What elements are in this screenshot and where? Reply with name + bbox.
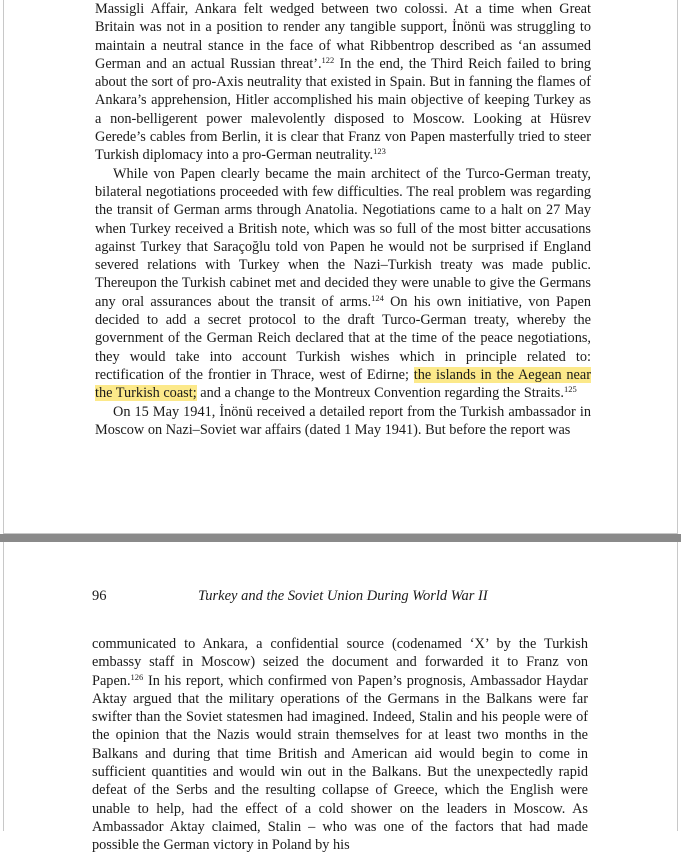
page-lower-body-text — [92, 635, 588, 855]
page-lower — [3, 542, 678, 854]
footnote-ref: 123 — [373, 146, 386, 157]
page-number: 96 — [92, 588, 107, 604]
footnote-ref: 125 — [563, 384, 577, 395]
text-run: and a change to the Montreux Convention regarding the Straits. — [196, 385, 564, 402]
paragraph — [92, 635, 588, 855]
highlighted-text: the islands in the Aegean near the Turkish coast; — [95, 366, 591, 402]
footnote-ref: 126 — [130, 671, 144, 682]
text-run: Massigli Affair, Ankara felt wedged between two colossi. At a time when Great Britain was not in a position to render any tangible support, İnönü was struggling to maintain a neutral stance in the face of what Ribbentrop described as ‘an assumed German and an actual Russian threat’. — [95, 1, 591, 72]
text-run: communicated to Ankara, a confidential source (codenamed ‘X’ by the Turkish embassy staff in Moscow) seized the document and forwarded it to Franz von Papen. — [92, 636, 588, 689]
running-header — [92, 588, 588, 608]
page-upper — [3, 0, 678, 534]
page-separator — [0, 534, 681, 542]
page-upper-body-text — [95, 0, 591, 439]
running-title: Turkey and the Soviet Union During World War II — [198, 588, 488, 604]
paragraph — [95, 403, 591, 440]
text-run: In the end, the Third Reich failed to bring about the sort of pro-Axis neutrality that existed in Spain. But in fanning the flames of Ankara’s apprehension, Hitler accomplished his main objective of keeping Turkey as a non-belligerent power malevolently disposed to Moscow. Looking at Hüsrev Gerede’s cables from Berlin, it is clear that Franz von Papen masterfully tried to steer Turkish diplomacy into a pro-German neutrality. — [95, 55, 591, 164]
text-run: On his own initiative, von Papen decided to add a secret protocol to the draft Turco-German treaty, whereby the government of the German Reich declared that at the time of the peace negotiations, they would take into account Turkish wishes which in principle related to: rectification of the frontier in Thrace, west of Edirne; — [95, 293, 591, 383]
text-run: In his report, which confirmed von Papen’s prognosis, Ambassador Haydar Aktay argued that the military operations of the Germans in the Balkans were far swifter than the Soviet statesmen had imagined. Indeed, Stalin and his people were of the opinion that the Nazis would strain themselves for at least two months in the Balkans and during that time British and American aid would begin to come in sufficient quantities and would win out in the Balkans. But the unexpectedly rapid defeat of the Serbs and the resulting collapse of Greece, which the English were unable to help, had the effect of a cold shower on the leaders in Moscow. As Ambassador Aktay claimed, Stalin – who was one of the factors that had made possible the German victory in Poland by his — [92, 672, 588, 854]
text-run: While von Papen clearly became the main architect of the Turco-German treaty, bilateral negotiations proceeded with few difficulties. The real problem was regarding the transit of German arms through Anatolia. Negotiations came to a halt on 27 May when Turkey received a British note, which was so full of the most bitter accusations against Turkey that Saraçoğlu told von Papen he would not be surprised if England severed relations with Turkey when the Nazi–Turkish treaty was made public. Thereupon the Turkish cabinet met and decided they were unable to give the Germans any oral assurances about the transit of arms. — [95, 165, 591, 310]
paragraph — [95, 165, 591, 403]
footnote-ref: 122 — [321, 54, 335, 65]
paragraph — [95, 0, 591, 165]
footnote-ref: 124 — [371, 292, 384, 303]
text-run: On 15 May 1941, İnönü received a detailed report from the Turkish ambassador in Moscow on Nazi–Soviet war affairs (dated 1 May 1941). But before the report was — [95, 403, 591, 438]
